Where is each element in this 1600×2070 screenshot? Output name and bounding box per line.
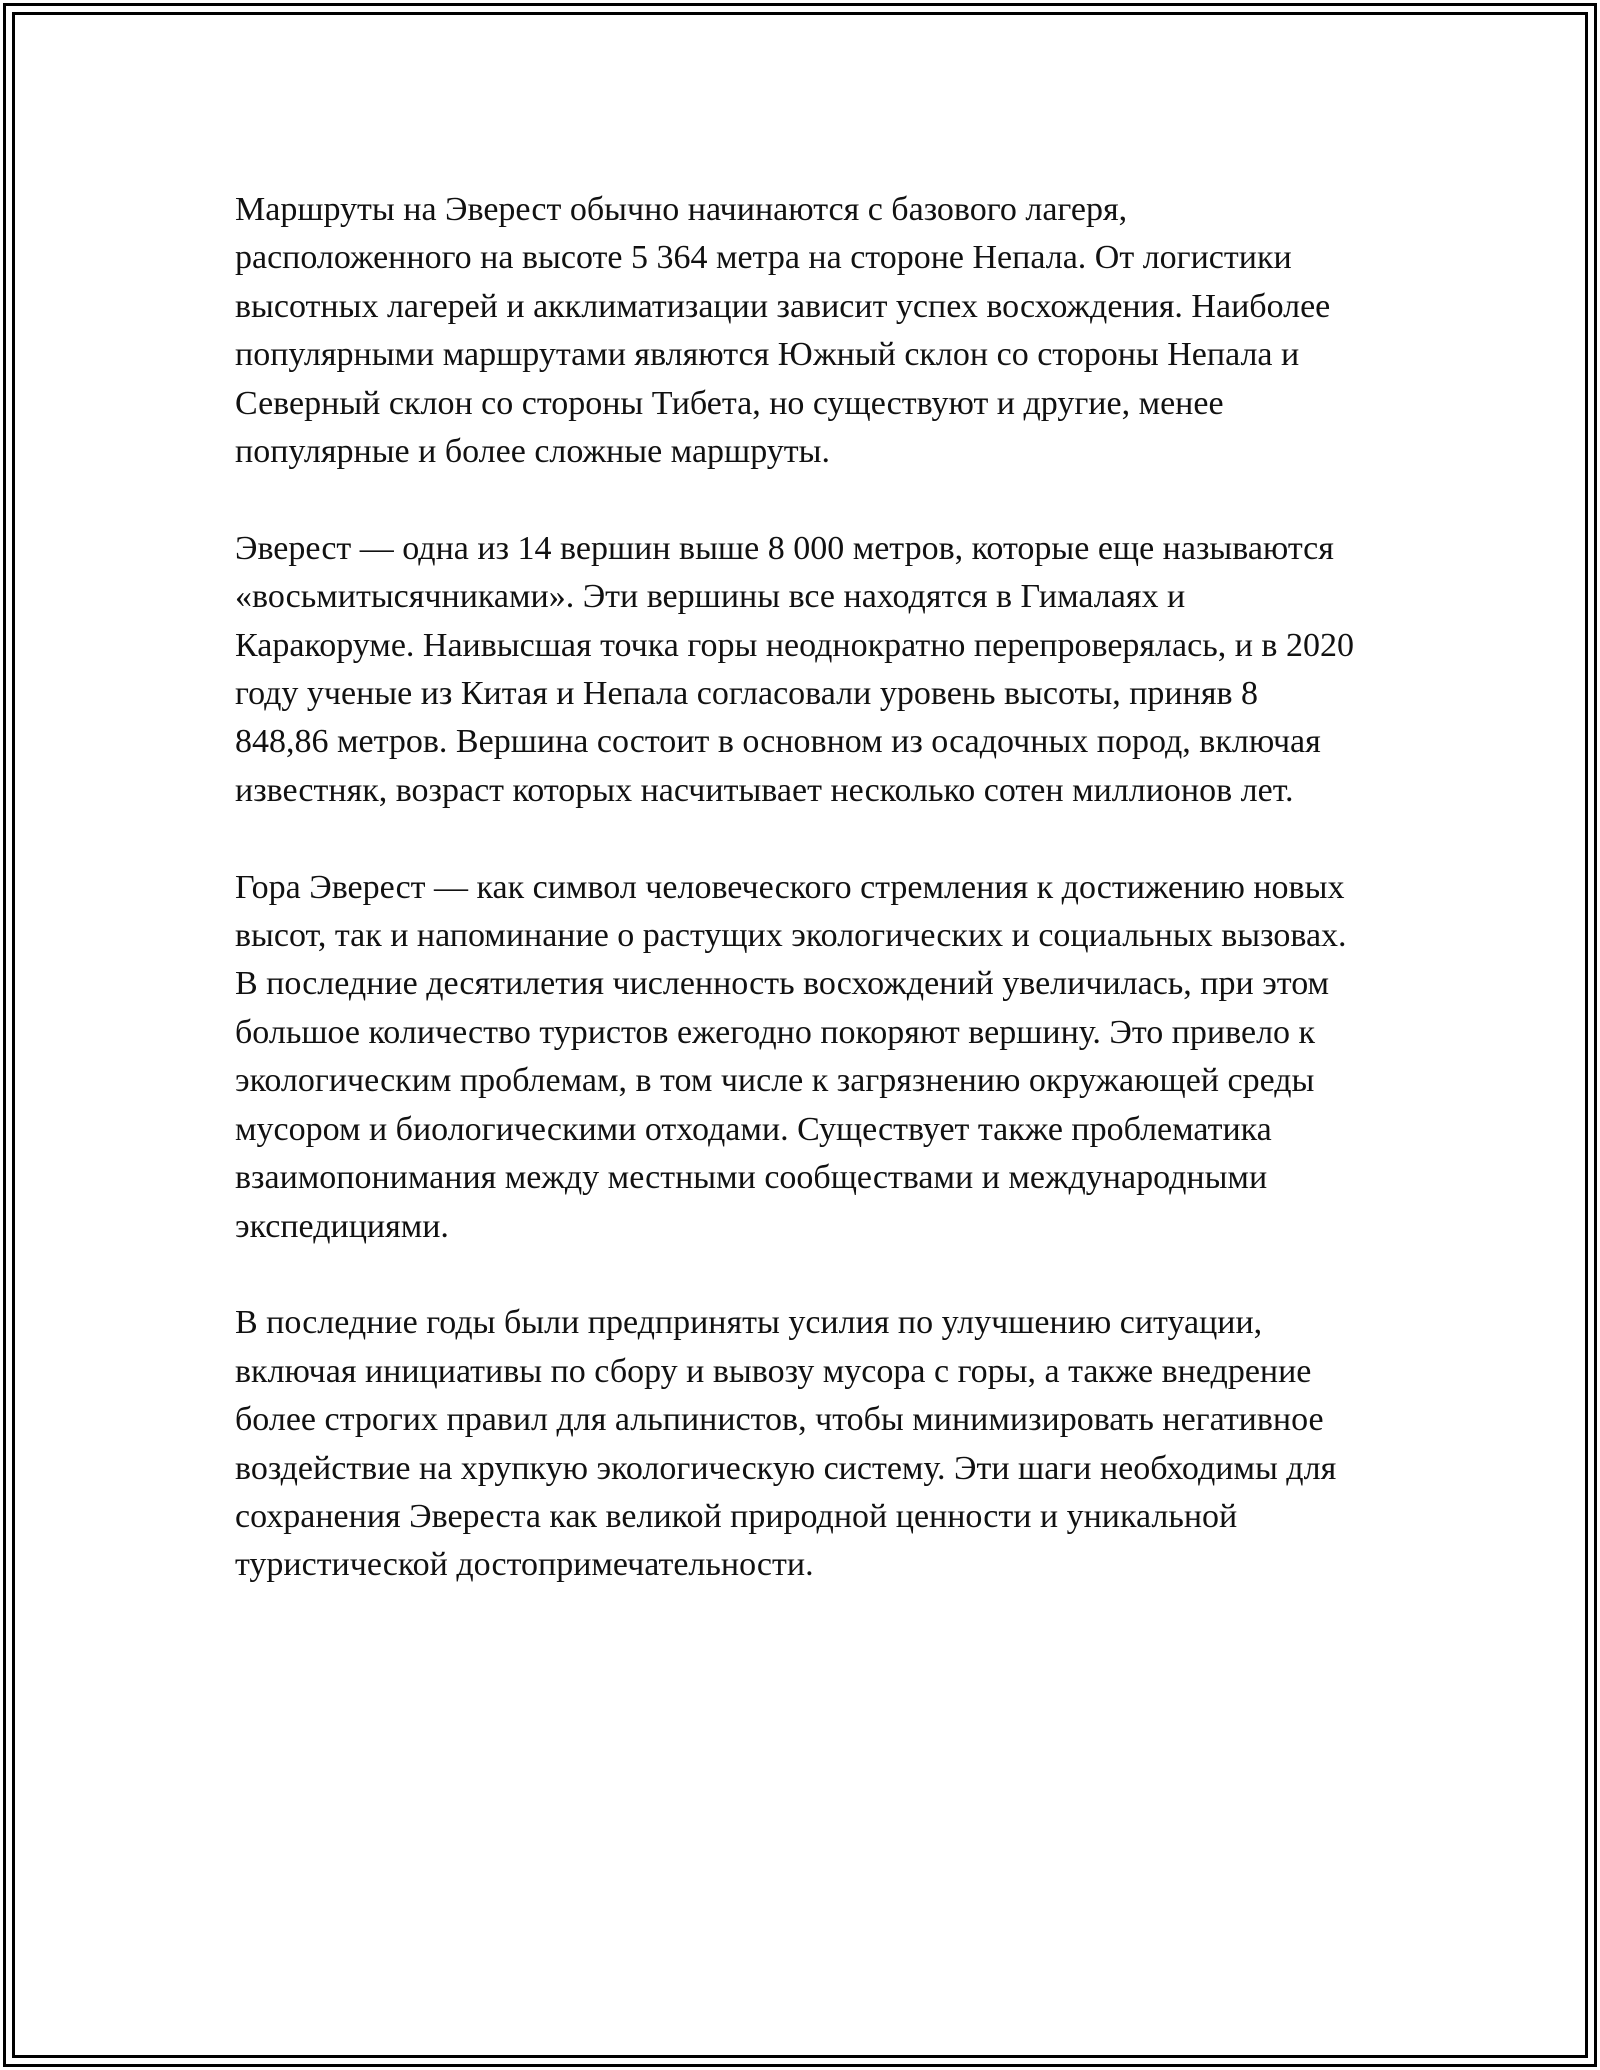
paragraph-challenges: Гора Эверест — как символ человеческого стремления к достижению новых высот, так и напоминание о растущих экологических и социальных вызовах. В последние десятилетия численность восхождений увеличилась, при этом большое количество туристов ежегодно покоряют вершину. Это привело к экологическим проблемам, в том числе к загрязнению окружающей среды мусором и биологическими отходами. Существует также проблематика взаимопонимания между местными сообществами и международными экспедициями. [235,868,1347,1245]
paragraph-eight-thousanders: Эверест — одна из 14 вершин выше 8 000 метров, которые еще называются «восьмитысячниками». Эти вершины все находятся в Гималаях и Каракоруме. Наивысшая точка горы неоднократно перепроверялась, и в 2020 году ученые из Китая и Непала согласовали уровень высоты, приняв 8 848,86 метров. Вершина состоит в основном из осадочных пород, включая известняк, возраст которых насчитывает несколько сотен миллионов лет. [235,529,1354,809]
paragraph-efforts: В последние годы были предприняты усилия по улучшению ситуации, включая инициативы по сбору и вывозу мусора с горы, а также внедрение более строгих правил для альпинистов, чтобы минимизировать негативное воздействие на хрупкую экологическую систему. Эти шаги необходимы для сохранения Эвереста как великой природной ценности и уникальной туристической достопримечательности. [235,1304,1337,1584]
document-body [235,186,1355,1638]
paragraph-routes: Маршруты на Эверест обычно начинаются с базового лагеря, расположенного на высоте 5 364 метра на стороне Непала. От логистики высотных лагерей и акклиматизации зависит успех восхождения. Наиболее популярными маршрутами являются Южный склон со стороны Непала и Северный склон со стороны Тибета, но существуют и другие, менее популярные и более сложные маршруты. [235,191,1331,471]
